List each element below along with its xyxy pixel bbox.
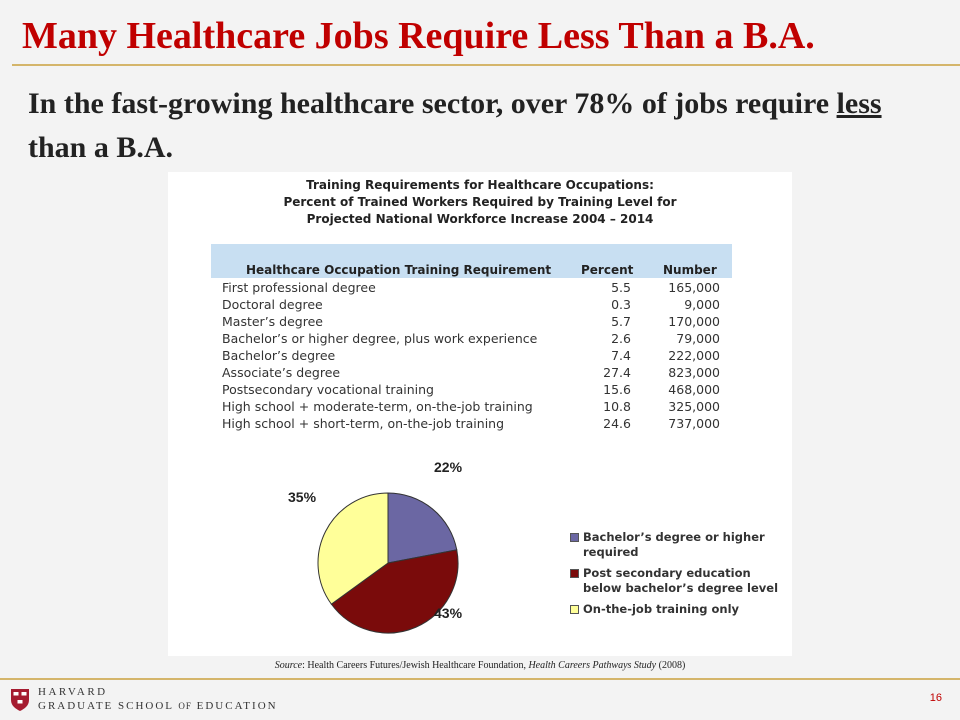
training-requirements-figure (168, 172, 792, 656)
table-row (168, 415, 792, 432)
slide-title: Many Healthcare Jobs Require Less Than a B.A. (22, 15, 815, 57)
row-requirement: Postsecondary vocational training (222, 382, 434, 397)
row-number: 9,000 (684, 297, 720, 312)
pie-slice-label: 35% (288, 489, 317, 505)
row-percent: 5.7 (611, 314, 631, 329)
headline-text-start: In the fast-growing healthcare sector, over 78% of jobs require (28, 87, 837, 120)
column-header-percent: Percent (581, 263, 634, 277)
row-requirement: Doctoral degree (222, 297, 323, 312)
source-study: Health Careers Pathways Study (528, 660, 657, 671)
row-percent: 24.6 (603, 416, 631, 431)
row-requirement: High school + short-term, on-the-job training (222, 416, 505, 431)
row-percent: 0.3 (611, 297, 631, 312)
row-number: 737,000 (668, 416, 720, 431)
figure-title-line: Training Requirements for Healthcare Occupations: (306, 178, 654, 192)
legend-swatch (570, 533, 579, 542)
source-colon: : (302, 660, 308, 671)
harvard-shield-icon (10, 688, 30, 712)
legend-item (570, 602, 780, 617)
row-requirement: First professional degree (222, 280, 376, 295)
figure-title-line: Projected National Workforce Increase 2004 – 2014 (306, 212, 654, 226)
legend-label: Bachelor’s degree or higher required (583, 530, 765, 559)
legend-swatch (570, 569, 579, 578)
pie-slice-label: 22% (434, 460, 463, 475)
table-row (168, 364, 792, 381)
legend-swatch (570, 605, 579, 614)
table-row (168, 381, 792, 398)
row-number: 170,000 (668, 314, 720, 329)
org-name-line1: HARVARD (38, 686, 108, 698)
footer-divider (0, 678, 960, 680)
figure-title (168, 177, 792, 228)
row-number: 325,000 (668, 399, 720, 414)
row-percent: 5.5 (611, 280, 631, 295)
row-percent: 7.4 (611, 348, 631, 363)
source-year: (2008) (656, 660, 686, 671)
row-number: 468,000 (668, 382, 720, 397)
row-requirement: High school + moderate-term, on-the-job training (222, 399, 533, 414)
row-percent: 27.4 (603, 365, 631, 380)
column-header-number: Number (663, 263, 717, 277)
pie-legend (570, 530, 780, 623)
row-number: 823,000 (668, 365, 720, 380)
table-row (168, 330, 792, 347)
training-pie-chart (268, 460, 508, 650)
row-requirement: Bachelor’s degree (222, 348, 336, 363)
table-row (168, 279, 792, 296)
table-row (168, 398, 792, 415)
pie-slice-label: 43% (434, 605, 463, 621)
row-requirement: Associate’s degree (222, 365, 341, 380)
table-header (211, 244, 732, 278)
org-name-part: EDUCATION (191, 700, 278, 712)
headline-underlined-word: less (836, 87, 882, 120)
source-text: Health Careers Futures/Jewish Healthcare Foundation, (307, 660, 529, 671)
row-percent: 10.8 (603, 399, 631, 414)
source-citation (0, 660, 960, 671)
row-percent: 15.6 (603, 382, 631, 397)
figure-title-line: Percent of Trained Workers Required by Training Level for (283, 195, 677, 209)
source-label: Source (274, 660, 303, 671)
row-requirement: Master’s degree (222, 314, 323, 329)
legend-item (570, 530, 780, 560)
column-header-requirement: Healthcare Occupation Training Requirement (246, 263, 552, 277)
row-number: 165,000 (668, 280, 720, 295)
legend-label: Post secondary education below bachelor’s degree level (583, 566, 779, 595)
org-name-part: GRADUATE SCHOOL (38, 700, 179, 712)
headline (28, 82, 928, 170)
page-number: 16 (929, 692, 942, 704)
title-divider (12, 64, 960, 66)
table-row (168, 296, 792, 313)
row-percent: 2.6 (611, 331, 631, 346)
org-name-part: OF (178, 701, 192, 711)
row-number: 222,000 (668, 348, 720, 363)
table-row (168, 313, 792, 330)
org-name-line2 (38, 700, 278, 712)
table-body (168, 279, 792, 432)
legend-label: On-the-job training only (583, 602, 740, 616)
legend-item (570, 566, 780, 596)
row-requirement: Bachelor’s or higher degree, plus work experience (222, 331, 538, 346)
row-number: 79,000 (676, 331, 720, 346)
headline-text-end: than a B.A. (28, 131, 174, 164)
table-row (168, 347, 792, 364)
